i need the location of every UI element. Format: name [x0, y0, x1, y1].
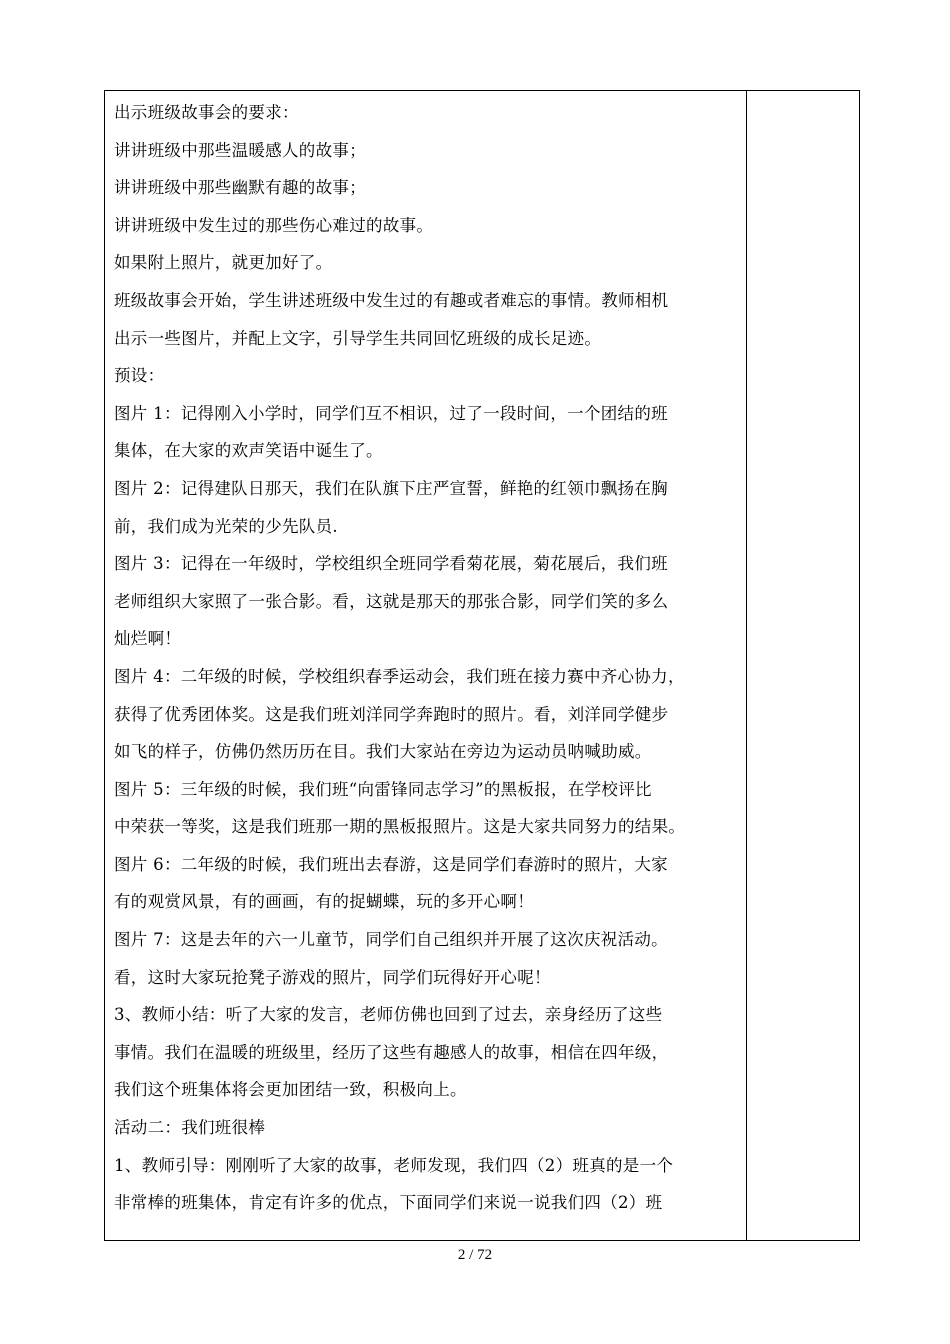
text-line: 讲讲班级中那些幽默有趣的故事； [114, 178, 366, 198]
text-line: 事情。我们在温暖的班级里，经历了这些有趣感人的故事，相信在四年级， [114, 1042, 669, 1062]
content-table [104, 90, 860, 1241]
text-line: 班级故事会开始，学生讲述班级中发生过的有趣或者难忘的事情。教师相机 [114, 290, 669, 310]
text-line: 出示班级故事会的要求： [114, 103, 299, 122]
text-line: 获得了优秀团体奖。这是我们班刘洋同学奔跑时的照片。看，刘洋同学健步 [114, 704, 669, 724]
text-line: 灿烂啊！ [114, 629, 182, 649]
text-line: 我们这个班集体将会更加团结一致，积极向上。 [114, 1080, 467, 1100]
text-line: 图片 1：记得刚入小学时，同学们互不相识，过了一段时间，一个团结的班 [114, 403, 668, 423]
text-line: 活动二：我们班很棒 [114, 1118, 266, 1138]
text-line: 集体，在大家的欢声笑语中诞生了。 [114, 441, 383, 461]
page-number: 2 / 72 [457, 1247, 493, 1263]
text-line: 前，我们成为光荣的少先队员. [114, 516, 338, 536]
text-line: 出示一些图片，并配上文字，引导学生共同回忆班级的成长足迹。 [114, 328, 602, 348]
text-line: 图片 2：记得建队日那天，我们在队旗下庄严宣誓，鲜艳的红领巾飘扬在胸 [114, 478, 668, 498]
text-line: 预设： [114, 366, 165, 386]
text-line: 图片 6：二年级的时候，我们班出去春游，这是同学们春游时的照片，大家 [114, 854, 668, 874]
text-line: 非常棒的班集体，肯定有许多的优点，下面同学们来说一说我们四（2）班 [114, 1193, 663, 1213]
text-line: 老师组织大家照了一张合影。看，这就是那天的那张合影，同学们笑的多么 [114, 591, 669, 611]
text-line: 讲讲班级中发生过的那些伤心难过的故事。 [114, 215, 434, 235]
text-line: 图片 3：记得在一年级时，学校组织全班同学看菊花展，菊花展后，我们班 [114, 554, 668, 574]
text-line: 图片 7：这是去年的六一儿童节，同学们自己组织并开展了这次庆祝活动。 [114, 930, 668, 950]
text-line: 1、教师引导：刚刚听了大家的故事，老师发现，我们四（2）班真的是一个 [114, 1155, 674, 1175]
text-line: 讲讲班级中那些温暖感人的故事； [114, 140, 366, 160]
text-line: 中荣获一等奖，这是我们班那一期的黑板报照片。这是大家共同努力的结果。 [114, 817, 686, 837]
text-line: 如飞的样子，仿佛仍然历历在目。我们大家站在旁边为运动员呐喊助威。 [114, 742, 652, 762]
text-line: 图片 4：二年级的时候，学校组织春季运动会，我们班在接力赛中齐心协力， [114, 666, 685, 686]
text-line: 图片 5：三年级的时候，我们班“向雷锋同志学习”的黑板报，在学校评比 [114, 779, 652, 799]
text-line: 3、教师小结：听了大家的发言，老师仿佛也回到了过去，亲身经历了这些 [114, 1005, 663, 1025]
text-line: 有的观赏风景，有的画画，有的捉蝴蝶，玩的多开心啊！ [114, 892, 534, 912]
notes-cell [747, 91, 859, 1240]
main-content-cell [105, 91, 747, 1240]
text-line: 如果附上照片，就更加好了。 [114, 253, 333, 273]
text-line: 看，这时大家玩抢凳子游戏的照片，同学们玩得好开心呢！ [114, 967, 551, 987]
